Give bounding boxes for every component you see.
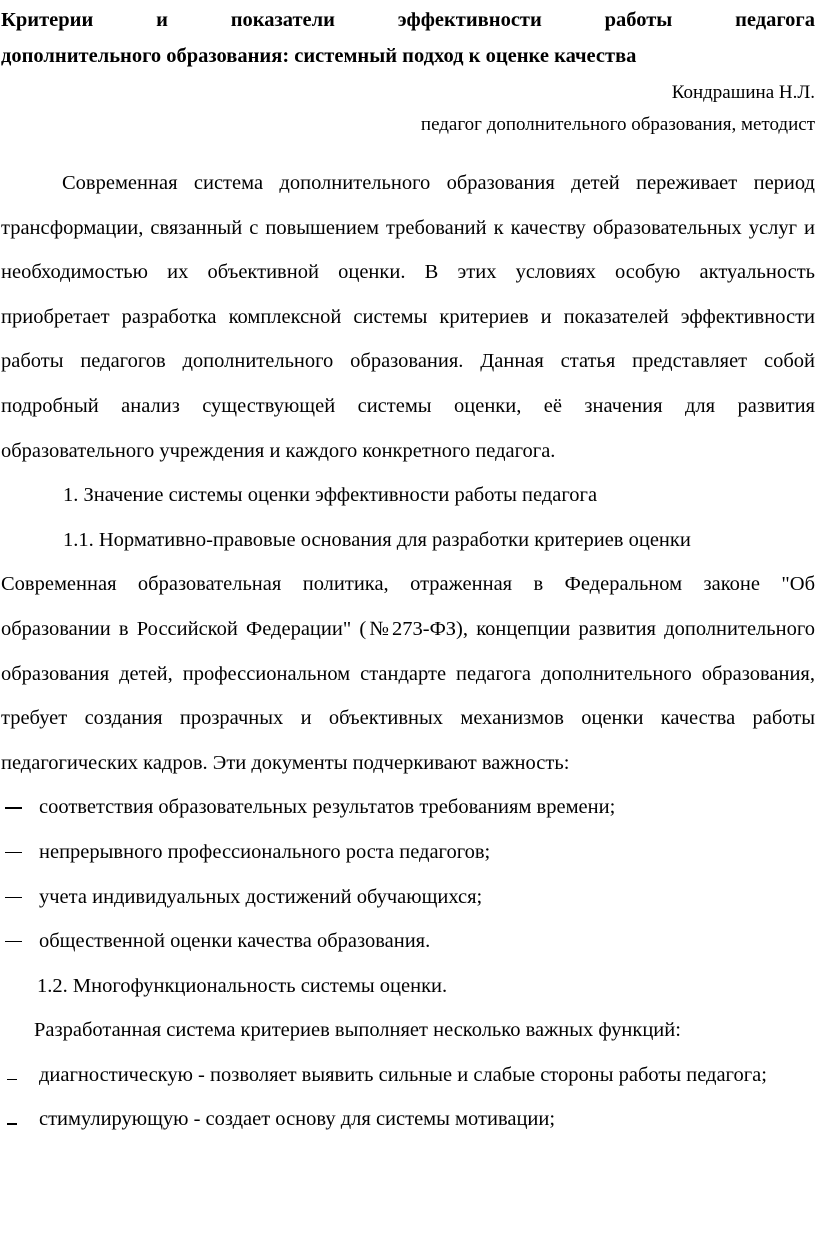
subsection-heading: 1.1. Нормативно-правовые основания для разработки критериев оценки	[63, 528, 691, 551]
list-item: учета индивидуальных достижений обучающихся;	[39, 885, 483, 908]
functions-list	[1, 1053, 815, 1142]
list-item: общественной оценки качества образования.	[39, 930, 431, 953]
author-position: педагог дополнительного образования, методист	[420, 114, 815, 135]
list-item: соответствия образовательных результатов требованиям времени;	[39, 796, 616, 819]
title-line-2: дополнительного образования: системный подход к оценке качества	[1, 45, 637, 67]
functions-lead: Разработанная система критериев выполняет несколько важных функций:	[34, 1019, 681, 1042]
subsection-heading: 1.2. Многофункциональность системы оценки.	[37, 974, 448, 997]
intro-paragraph: Современная система дополнительного образования детей переживает период трансформации, связанный с повышением требований к качеству образовательных услуг и необходимостью их объективной оценки. В этих условиях особую актуальность приобретает разработка комплексной системы критериев и показателей эффективности работы педагогов дополнительного образования. Данная статья представляет собой подробный анализ существующей системы оценки, её значения для развития образовательного учреждения и каждого конкретного педагога.	[1, 172, 815, 462]
author-name: Кондрашина Н.Л.	[671, 82, 815, 103]
list-item: стимулирующую - создает основу для системы мотивации;	[39, 1108, 556, 1131]
importance-list	[1, 785, 815, 963]
list-item: непрерывного профессионального роста педагогов;	[39, 840, 491, 863]
title-line-1: Критерии и показатели эффективности работы педагога	[1, 9, 815, 31]
list-item: диагностическую - позволяет выявить сильные и слабые стороны работы педагога;	[39, 1063, 767, 1086]
subsection-paragraph: Современная образовательная политика, отраженная в Федеральном законе "Об образовании в Российской Федерации" (№273-ФЗ), концепции развития дополнительного образования детей, профессиональном стандарте педагога дополнительного образования, требует создания прозрачных и объективных механизмов оценки качества работы педагогических кадров. Эти документы подчеркивают важность:	[1, 573, 815, 774]
section-heading: 1. Значение системы оценки эффективности работы педагога	[63, 484, 598, 507]
article-title	[1, 0, 815, 74]
